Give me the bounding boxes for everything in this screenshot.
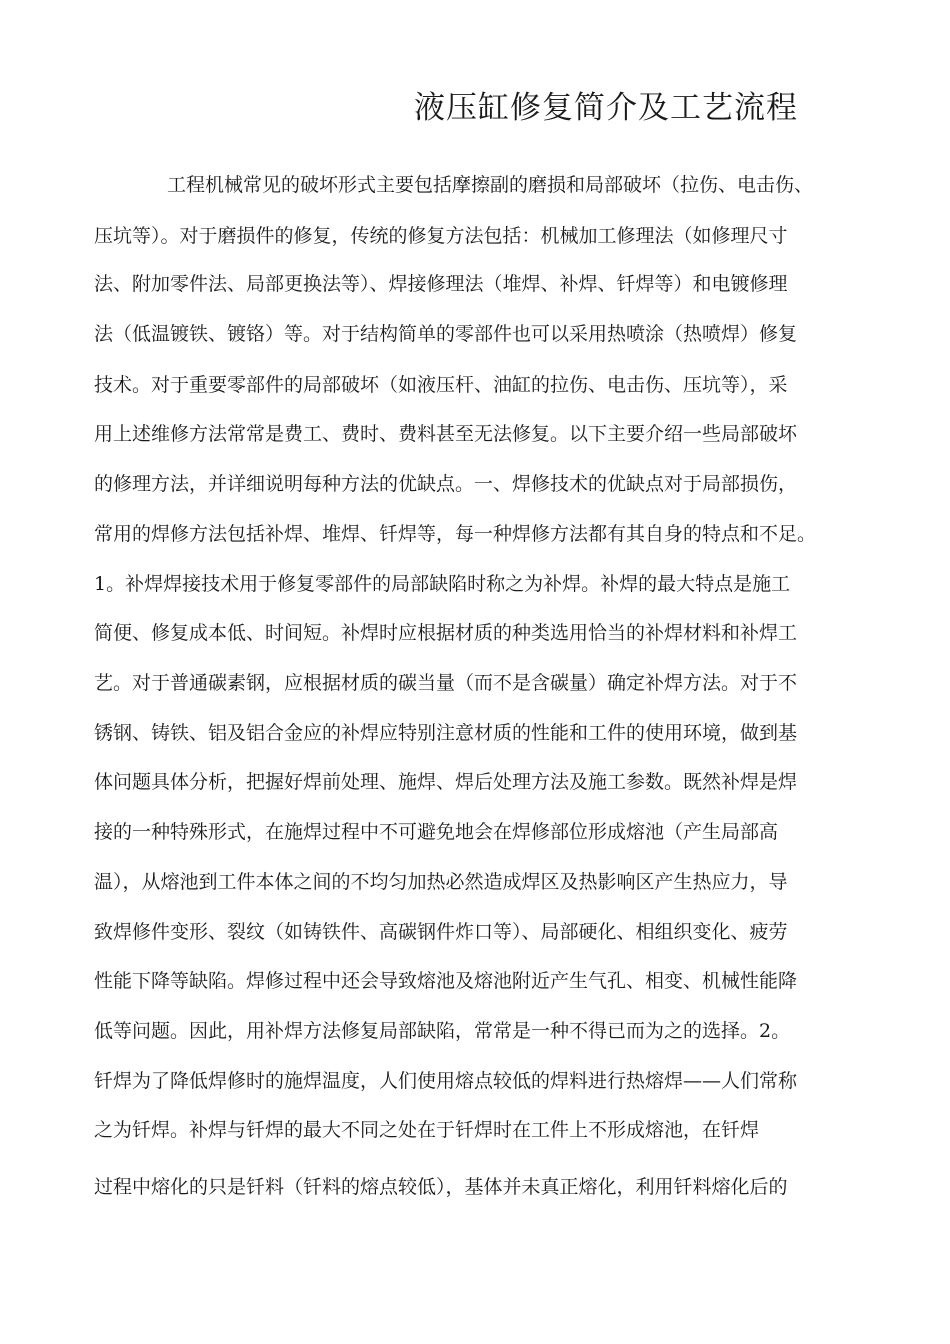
paragraph-line: 钎焊为了降低焊修时的施焊温度，人们使用熔点较低的焊料进行热熔焊——人们常称 bbox=[94, 1070, 798, 1092]
paragraph-line: 工程机械常见的破坏形式主要包括摩擦副的磨损和局部破坏（拉伤、电击伤、 bbox=[167, 174, 814, 196]
paragraph-line: 接的一种特殊形式，在施焊过程中不可避免地会在焊修部位形成熔池（产生局部高 bbox=[94, 821, 779, 843]
paragraph-line: 过程中熔化的只是钎料（钎料的熔点较低），基体并未真正熔化，利用钎料熔化后的 bbox=[94, 1176, 788, 1198]
paragraph-line: 温），从熔池到工件本体之间的不均匀加热必然造成焊区及热影响区产生热应力，导 bbox=[94, 871, 788, 893]
paragraph-line: 常用的焊修方法包括补焊、堆焊、钎焊等，每一种焊修方法都有其自身的特点和不足。 bbox=[94, 523, 817, 545]
paragraph-line: 法（低温镀铁、镀铬）等。对于结构简单的零部件也可以采用热喷涂（热喷焊）修复 bbox=[94, 323, 798, 345]
paragraph-line: 的修理方法，并详细说明每种方法的优缺点。一、焊修技术的优缺点对于局部损伤， bbox=[94, 473, 798, 495]
paragraph-line: 低等问题。因此，用补焊方法修复局部缺陷，常常是一种不得已而为之的选择。2。 bbox=[94, 1020, 791, 1042]
paragraph-line: 法、附加零件法、局部更换法等）、焊接修理法（堆焊、补焊、钎焊等）和电镀修理 bbox=[94, 273, 788, 295]
document-title: 液压缸修复简介及工艺流程 bbox=[414, 90, 798, 126]
paragraph-line: 压坑等）。对于磨损件的修复，传统的修复方法包括：机械加工修理法（如修理尺寸 bbox=[94, 225, 788, 247]
paragraph-line: 简便、修复成本低、时间短。补焊时应根据材质的种类选用恰当的补焊材料和补焊工 bbox=[94, 622, 798, 644]
paragraph-line: 之为钎焊。补焊与钎焊的最大不同之处在于钎焊时在工件上不形成熔池，在钎焊 bbox=[94, 1119, 760, 1141]
paragraph-line: 艺。对于普通碳素钢，应根据材质的碳当量（而不是含碳量）确定补焊方法。对于不 bbox=[94, 672, 798, 694]
paragraph-line: 致焊修件变形、裂纹（如铸铁件、高碳钢件炸口等）、局部硬化、相组织变化、疲劳 bbox=[94, 921, 788, 943]
paragraph-line: 体问题具体分析，把握好焊前处理、施焊、焊后处理方法及施工参数。既然补焊是焊 bbox=[94, 771, 798, 793]
paragraph-line: 锈钢、铸铁、铝及铝合金应的补焊应特别注意材质的性能和工件的使用环境，做到基 bbox=[94, 722, 798, 744]
paragraph-line: 用上述维修方法常常是费工、费时、费料甚至无法修复。以下主要介绍一些局部破坏 bbox=[94, 423, 798, 445]
paragraph-line: 1。补焊焊接技术用于修复零部件的局部缺陷时称之为补焊。补焊的最大特点是施工 bbox=[94, 573, 791, 595]
paragraph-line: 技术。对于重要零部件的局部破坏（如液压杆、油缸的拉伤、电击伤、压坑等），采 bbox=[94, 374, 788, 396]
paragraph-line: 性能下降等缺陷。焊修过程中还会导致熔池及熔池附近产生气孔、相变、机械性能降 bbox=[94, 970, 798, 992]
